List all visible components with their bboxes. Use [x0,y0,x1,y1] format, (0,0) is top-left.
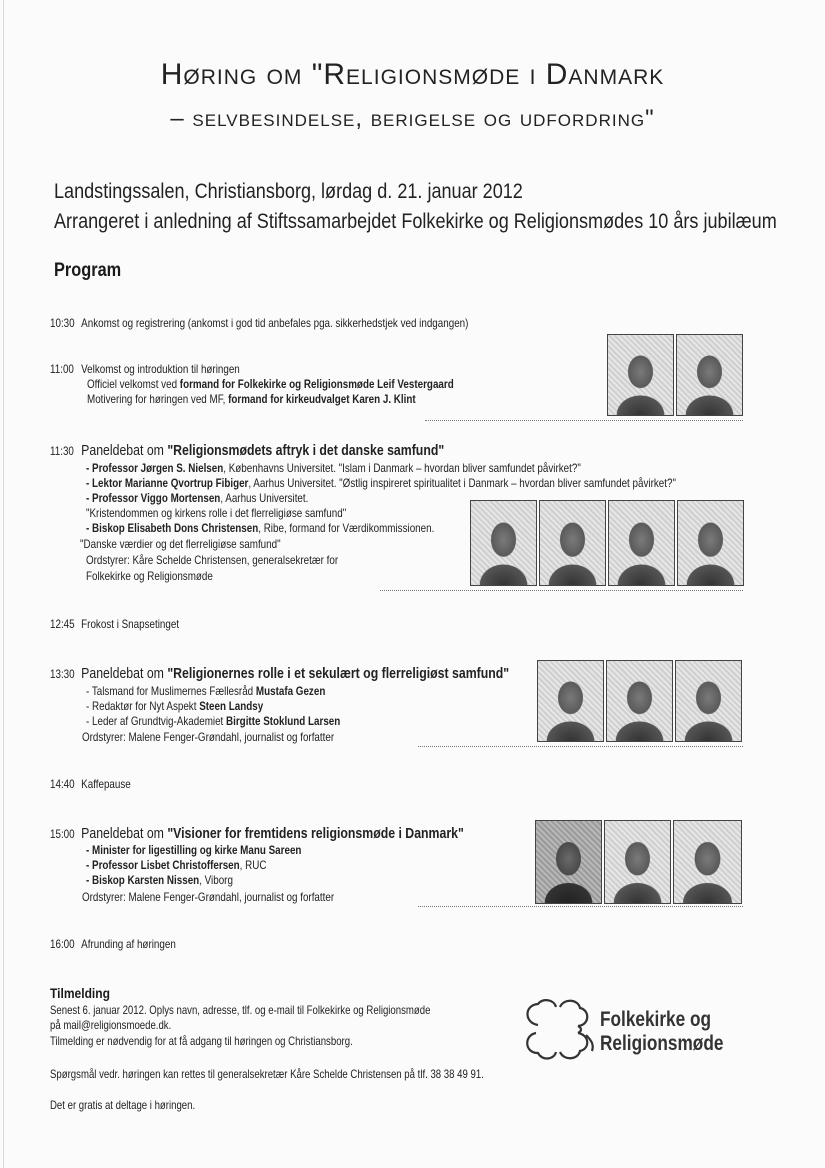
panelist-line: - Biskop Karsten Nissen, Viborg [86,873,233,887]
program-item-panel2: 13:30 Paneldebat om "Religionernes rolle i et sekulært og flerreligiøst samfund" [50,665,510,682]
moderator-line: Folkekirke og Religionsmøde [86,569,213,583]
speaker-photo [604,820,671,904]
panelist-line: - Biskop Elisabeth Dons Christensen, Ribe, formand for Værdikommissionen. [86,521,435,535]
panelist-line: - Professor Viggo Mortensen, Aarhus Universitet. [86,491,309,505]
moderator-line: Ordstyrer: Malene Fenger-Grøndahl, journalist og forfatter [82,730,335,744]
item-text: Frokost i Snapsetinget [81,617,180,631]
panel-title: "Religionsmødets aftryk i det danske samfund" [167,442,445,459]
welcome-line-2: Motivering for høringen ved MF, formand for kirkeudvalget Karen J. Klint [87,392,416,406]
dotted-divider [425,420,743,421]
item-time: 12:45 [50,617,75,631]
speaker-photo [608,500,675,586]
item-text: Ankomst og registrering (ankomst i god tid anbefales pga. sikkerhedstjek ved indgangen) [81,316,469,330]
venue-line: Landstingssalen, Christiansborg, lørdag d. 21. januar 2012 [54,180,523,203]
moderator-line: Ordstyrer: Kåre Schelde Christensen, generalsekretær for [86,553,339,567]
program-item-closing [50,937,176,951]
moderator-line: Ordstyrer: Malene Fenger-Grøndahl, journalist og forfatter [82,890,335,904]
speaker-photo [675,660,742,742]
panelist-line: - Redaktør for Nyt Aspekt Steen Landsy [86,699,264,713]
speaker-photo [677,500,744,586]
dotted-divider [418,906,743,907]
speaker-photo [470,500,537,586]
panelist-line: - Professor Lisbet Christoffersen, RUC [86,858,267,872]
speaker-photo [539,500,606,586]
registration-text: Tilmelding er nødvendig for at få adgang til høringen og Christiansborg. [50,1034,353,1048]
page-subtitle: – selvbesindelse, berigelse og udfordring" [170,105,655,132]
speaker-photo [535,820,602,904]
panelist-line: - Talsmand for Muslimernes Fællesråd Mustafa Gezen [86,684,326,698]
welcome-line-1: Officiel velkomst ved formand for Folkekirke og Religionsmøde Leif Vestergaard [87,377,454,391]
registration-heading: Tilmelding [50,985,110,1001]
page-title: Høring om "Religionsmøde i Danmark [160,58,665,91]
panelist-line: - Leder af Grundtvig-Akademiet Birgitte Stoklund Larsen [86,714,341,728]
program-item-panel3: 15:00 Paneldebat om "Visioner for fremtidens religionsmøde i Danmark" [50,825,464,842]
program-item-welcome [50,362,240,376]
speaker-photo [676,334,743,416]
item-time: 16:00 [50,937,75,951]
program-item-coffee [50,777,131,791]
item-text: Afrunding af høringen [81,937,176,951]
registration-free-note: Det er gratis at deltage i høringen. [50,1098,196,1112]
item-time: 13:30 [50,667,75,681]
item-time: 11:30 [50,444,74,458]
item-text: Velkomst og introduktion til høringen [81,362,240,376]
logo-text-line2: Religionsmøde [600,1032,724,1055]
program-heading: Program [54,260,122,281]
item-time: 14:40 [50,777,75,791]
panelist-line: - Professor Jørgen S. Nielsen, Københavns Universitet. "Islam i Danmark – hvordan bliver samfundet påvirket?" [86,461,581,475]
occasion-line: Arrangeret i anledning af Stiftssamarbejdet Folkekirke og Religionsmødes 10 års jubilæum [54,210,777,233]
panel-title: "Visioner for fremtidens religionsmøde i Danmark" [167,825,464,842]
panel-title: "Religionernes rolle i et sekulært og flerreligiøst samfund" [167,665,510,682]
item-time: 10:30 [50,316,75,330]
logo-text-line1: Folkekirke og [600,1008,712,1031]
item-time: 11:00 [50,362,74,376]
program-item-panel1: 11:30 Paneldebat om "Religionsmødets aftryk i det danske samfund" [50,442,445,459]
dotted-divider [418,746,743,747]
dotted-divider [380,590,743,591]
panelist-topic: "Danske værdier og det flerreligiøse samfund" [80,537,281,551]
program-item-lunch [50,617,179,631]
speaker-photo [606,660,673,742]
panelist-line: - Minister for ligestilling og kirke Manu Sareen [86,843,302,857]
speaker-photo [607,334,674,416]
registration-email[interactable]: på mail@religionsmoede.dk. [50,1018,172,1032]
item-text: Kaffepause [81,777,131,791]
page-edge-line [3,0,4,1168]
panelist-line: - Lektor Marianne Qvortrup Fibiger, Aarhus Universitet. "Østlig inspireret spiritualitet i Danmark – hvordan bliver samfundet påvirket?" [86,476,676,490]
panelist-topic: "Kristendommen og kirkens rolle i det flerreligiøse samfund" [86,506,347,520]
speaker-photo [673,820,742,904]
speaker-photo [537,660,604,742]
registration-text: Senest 6. januar 2012. Oplys navn, adresse, tlf. og e-mail til Folkekirke og Religionsmøde [50,1003,431,1017]
registration-contact: Spørgsmål vedr. høringen kan rettes til generalsekretær Kåre Schelde Christensen på tlf. 38 38 49 91. [50,1067,484,1081]
program-item-arrival [50,316,468,330]
item-time: 15:00 [50,827,75,841]
